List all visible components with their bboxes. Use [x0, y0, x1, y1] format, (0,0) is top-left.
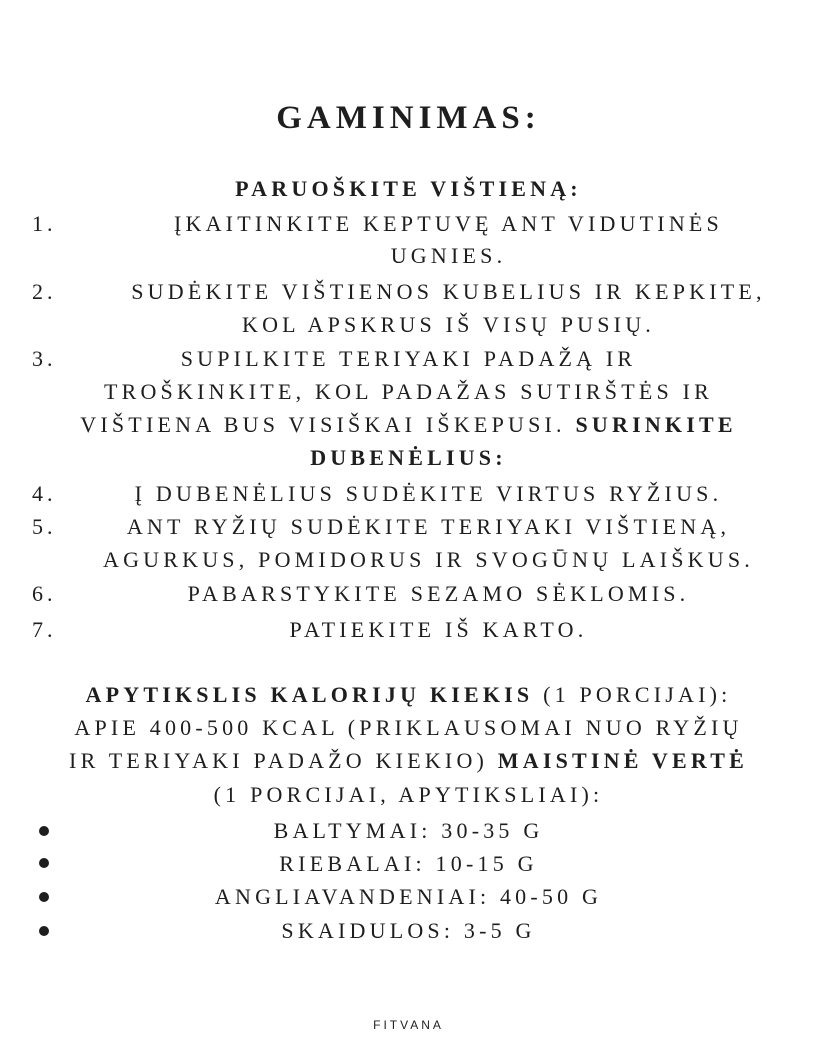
nutrition-item: ANGLIAVANDENIAI: 40-50 G: [214, 884, 603, 909]
step-text: SUPILKITE TERIYAKI PADAŽĄ IR: [180, 346, 637, 371]
page-title: GAMINIMAS:: [276, 100, 541, 136]
step-number: 4.: [32, 481, 57, 506]
section-heading-bowls-cont: DUBENĖLIUS:: [310, 445, 507, 470]
nutrition-label: MAISTINĖ VERTĖ: [497, 748, 748, 773]
step-text: Į DUBENĖLIUS SUDĖKITE VIRTUS RYŽIUS.: [134, 481, 723, 506]
section-heading-chicken: PARUOŠKITE VIŠTIENĄ:: [235, 176, 582, 201]
calories-line-3: [0, 745, 817, 778]
calories-line-1: [0, 679, 817, 712]
footer-brand: FITVANA: [373, 1018, 444, 1032]
step-text: PATIEKITE IŠ KARTO.: [289, 617, 588, 642]
calories-line-3-text: IR TERIYAKI PADAŽO KIEKIO): [69, 748, 489, 773]
step-text: ĮKAITINKITE KEPTUVĘ ANT VIDUTINĖS: [173, 211, 723, 236]
step-text: SUDĖKITE VIŠTIENOS KUBELIUS IR KEPKITE,: [131, 279, 766, 304]
step-number: 7.: [32, 617, 57, 642]
step-number: 2.: [32, 279, 57, 304]
step-number: 5.: [32, 514, 57, 539]
calories-per-portion: (1 PORCIJAI):: [543, 682, 732, 707]
step-text: TROŠKINKITE, KOL PADAŽAS SUTIRŠTĖS IR: [103, 379, 714, 404]
step-text-with-heading: [0, 409, 817, 442]
step-number: 1.: [32, 211, 57, 236]
step-number: 6.: [32, 581, 57, 606]
step-text: VIŠTIENA BUS VISIŠKAI IŠKEPUSI.: [80, 412, 566, 437]
calories-label: APYTIKSLIS KALORIJŲ KIEKIS: [85, 682, 534, 707]
calories-line-2: APIE 400-500 KCAL (PRIKLAUSOMAI NUO RYŽIŲ: [74, 715, 743, 740]
nutrition-qualifier: (1 PORCIJAI, APYTIKSLIAI):: [213, 782, 604, 807]
nutrition-item: BALTYMAI: 30-35 G: [273, 818, 544, 843]
step-text: ANT RYŽIŲ SUDĖKITE TERIYAKI VIŠTIENĄ,: [126, 514, 731, 539]
section-heading-bowls: SURINKITE: [575, 412, 737, 437]
step-text: UGNIES.: [390, 243, 507, 268]
step-number: 3.: [32, 346, 57, 371]
step-text: AGURKUS, POMIDORUS IR SVOGŪNŲ LAIŠKUS.: [103, 547, 754, 572]
nutrition-item: SKAIDULOS: 3-5 G: [281, 918, 536, 943]
nutrition-item: RIEBALAI: 10-15 G: [279, 851, 538, 876]
step-text: KOL APSKRUS IŠ VISŲ PUSIŲ.: [242, 312, 655, 337]
step-text: PABARSTYKITE SEZAMO SĖKLOMIS.: [187, 581, 690, 606]
